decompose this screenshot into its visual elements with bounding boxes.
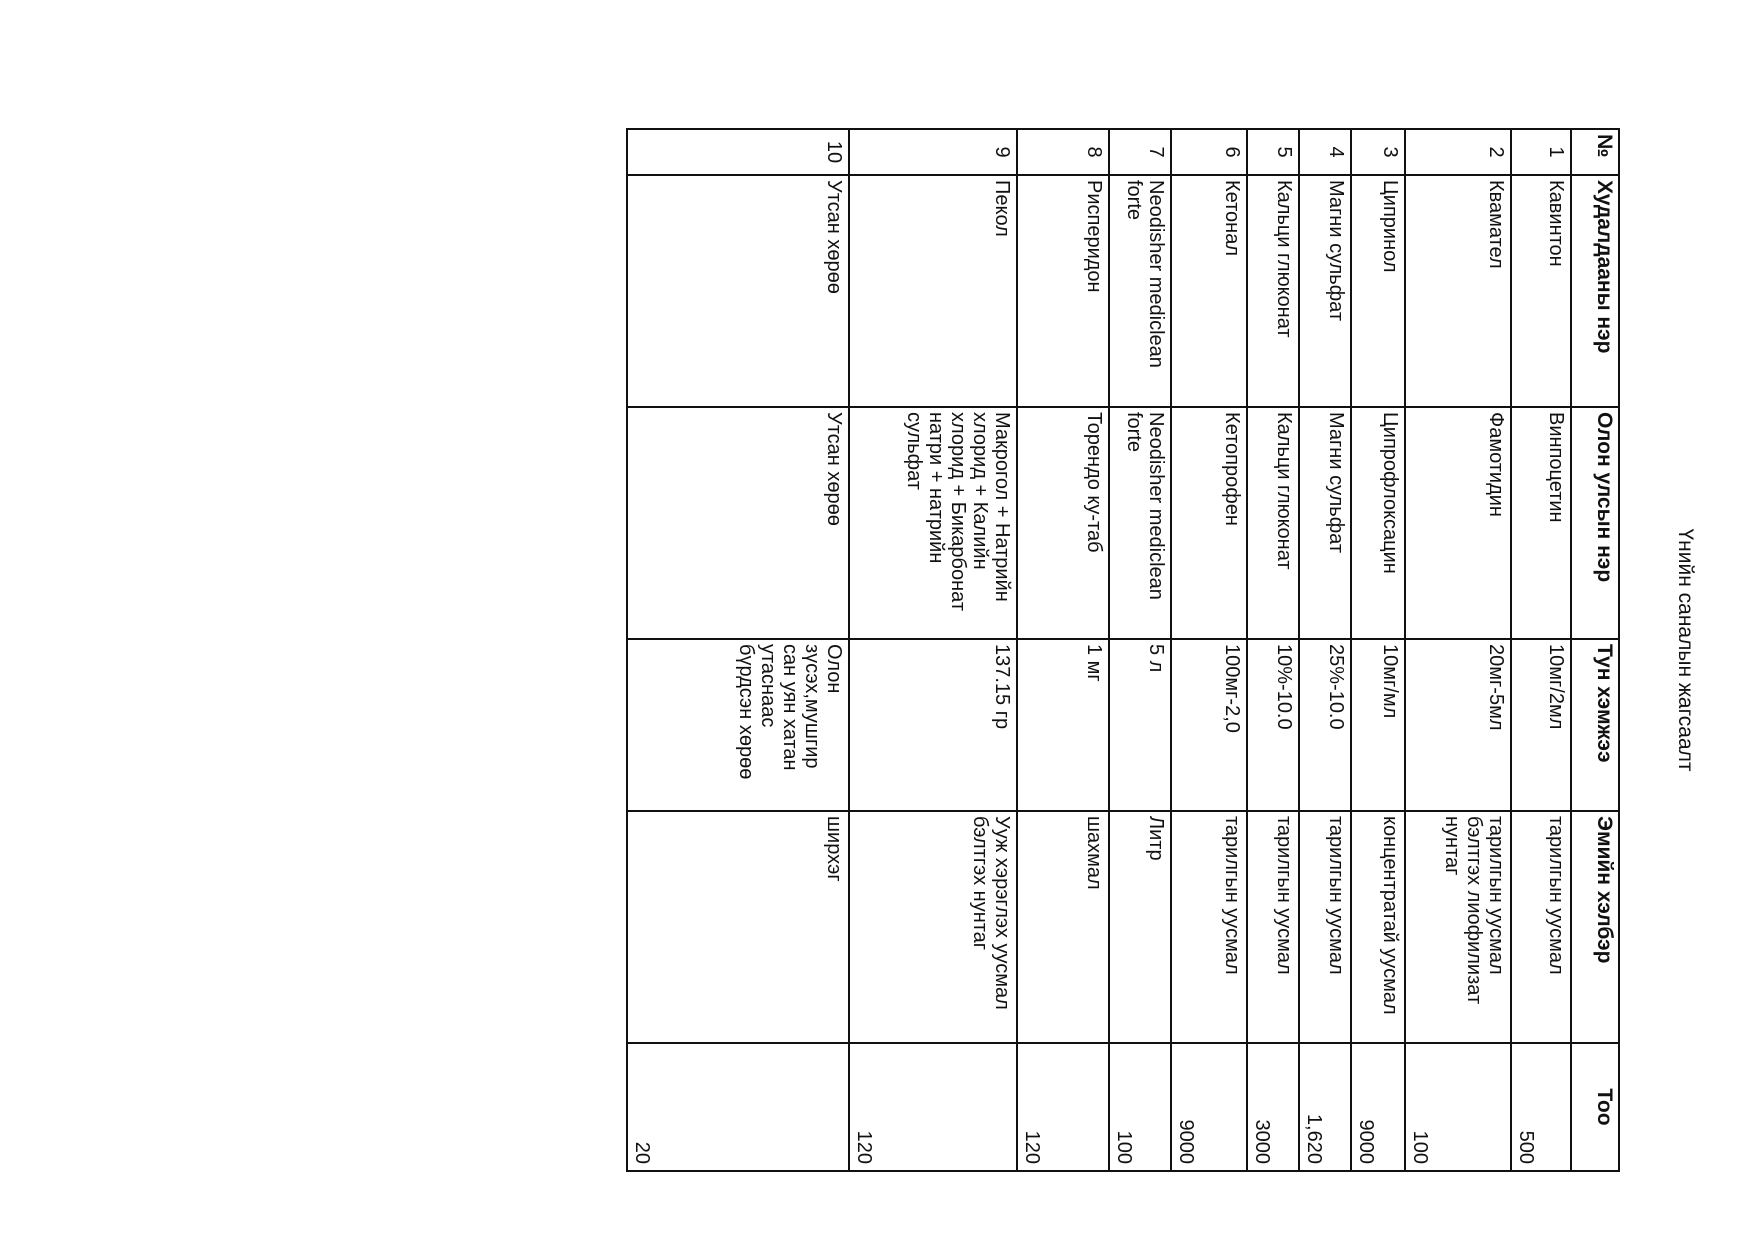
- cell-dose: 10мг/мл: [1351, 639, 1405, 811]
- cell-dose: 10мг/2мл: [1511, 639, 1571, 811]
- cell-trade-name: Кетонал: [1171, 175, 1247, 407]
- cell-intl-name: Торендо ку-таб: [1017, 407, 1109, 639]
- table-row: [849, 129, 1017, 1171]
- cell-intl-name: Утсан хөрөө: [627, 407, 849, 639]
- cell-form: шахмал: [1017, 811, 1109, 1043]
- cell-intl-name: Фамотидин: [1405, 407, 1511, 639]
- cell-trade-name: Рисперидон: [1017, 175, 1109, 407]
- cell-dose: 25%-10.0: [1299, 639, 1351, 811]
- cell-trade-name: Ципринол: [1351, 175, 1405, 407]
- cell-no: 3: [1351, 129, 1405, 175]
- header-intl-name: Олон улсын нэр: [1571, 407, 1619, 639]
- header-form: Эмийн хэлбэр: [1571, 811, 1619, 1043]
- table-row: [627, 129, 849, 1171]
- cell-qty: 120: [849, 1043, 1017, 1171]
- cell-intl-name: Макрогол + Натрийн хлорид + Калийн хлорид + Бикарбонат натри + натрийн сульфат: [849, 407, 1017, 639]
- cell-intl-name: Винпоцетин: [1511, 407, 1571, 639]
- cell-trade-name: Магни сульфат: [1299, 175, 1351, 407]
- cell-form: концентратай уусмал: [1351, 811, 1405, 1043]
- table-row: [1247, 129, 1299, 1171]
- header-no: №: [1571, 129, 1619, 175]
- cell-qty: 9000: [1351, 1043, 1405, 1171]
- cell-trade-name: Кальци глюконат: [1247, 175, 1299, 407]
- cell-form: Ууж хэрэглэх уусмал бэлтгэх нунтаг: [849, 811, 1017, 1043]
- cell-no: 9: [849, 129, 1017, 175]
- rotated-page: [440, 110, 1700, 1190]
- cell-no: 2: [1405, 129, 1511, 175]
- cell-trade-name: Кавинтон: [1511, 175, 1571, 407]
- cell-trade-name: Утсан хөрөө: [627, 175, 849, 407]
- table-row: [1299, 129, 1351, 1171]
- cell-form: тарилгын уусмал: [1299, 811, 1351, 1043]
- cell-qty: 9000: [1171, 1043, 1247, 1171]
- cell-dose: Олон зүсэх,мушгир сан уян хатан утаснаас бүрдсэн хөрөө: [627, 639, 849, 811]
- cell-qty: 3000: [1247, 1043, 1299, 1171]
- table-row: [1109, 129, 1171, 1171]
- cell-form: тарилгын уусмал: [1171, 811, 1247, 1043]
- header-qty: Тоо: [1571, 1043, 1619, 1171]
- header-trade-name: Худалдааны нэр: [1571, 175, 1619, 407]
- cell-form: Литр: [1109, 811, 1171, 1043]
- cell-qty: 20: [627, 1043, 849, 1171]
- cell-intl-name: Кальци глюконат: [1247, 407, 1299, 639]
- table-row: [1171, 129, 1247, 1171]
- cell-no: 1: [1511, 129, 1571, 175]
- table-header-row: [1571, 129, 1619, 1171]
- header-dose: Тун хэмжээ: [1571, 639, 1619, 811]
- cell-qty: 120: [1017, 1043, 1109, 1171]
- cell-dose: 137.15 гр: [849, 639, 1017, 811]
- cell-qty: 100: [1109, 1043, 1171, 1171]
- table-row: [1351, 129, 1405, 1171]
- cell-no: 5: [1247, 129, 1299, 175]
- cell-form: ширхэг: [627, 811, 849, 1043]
- cell-dose: 10%-10.0: [1247, 639, 1299, 811]
- cell-qty: 1,620: [1299, 1043, 1351, 1171]
- cell-trade-name: Пекол: [849, 175, 1017, 407]
- cell-qty: 500: [1511, 1043, 1571, 1171]
- cell-intl-name: Neodisher mediclean forte: [1109, 407, 1171, 639]
- price-offer-table: [626, 128, 1620, 1172]
- cell-form: тарилгын уусмал: [1247, 811, 1299, 1043]
- cell-qty: 100: [1405, 1043, 1511, 1171]
- cell-dose: 5 л: [1109, 639, 1171, 811]
- cell-intl-name: Ципрофлоксацин: [1351, 407, 1405, 639]
- cell-dose: 20мг-5мл: [1405, 639, 1511, 811]
- table-row: [1405, 129, 1511, 1171]
- cell-dose: 1 мг: [1017, 639, 1109, 811]
- cell-intl-name: Кетопрофен: [1171, 407, 1247, 639]
- cell-form: тарилгын уусмал бэлтгэх лиофилизат нунтаг: [1405, 811, 1511, 1043]
- table-row: [1511, 129, 1571, 1171]
- cell-dose: 100мг-2,0: [1171, 639, 1247, 811]
- cell-no: 7: [1109, 129, 1171, 175]
- cell-intl-name: Магни сульфат: [1299, 407, 1351, 639]
- cell-no: 10: [627, 129, 849, 175]
- document-title: Үнийн саналын жагсаалт: [1674, 528, 1697, 772]
- cell-no: 6: [1171, 129, 1247, 175]
- table-row: [1017, 129, 1109, 1171]
- cell-no: 8: [1017, 129, 1109, 175]
- cell-trade-name: Neodisher mediclean forte: [1109, 175, 1171, 407]
- cell-trade-name: Квамател: [1405, 175, 1511, 407]
- cell-no: 4: [1299, 129, 1351, 175]
- cell-form: тарилгын уусмал: [1511, 811, 1571, 1043]
